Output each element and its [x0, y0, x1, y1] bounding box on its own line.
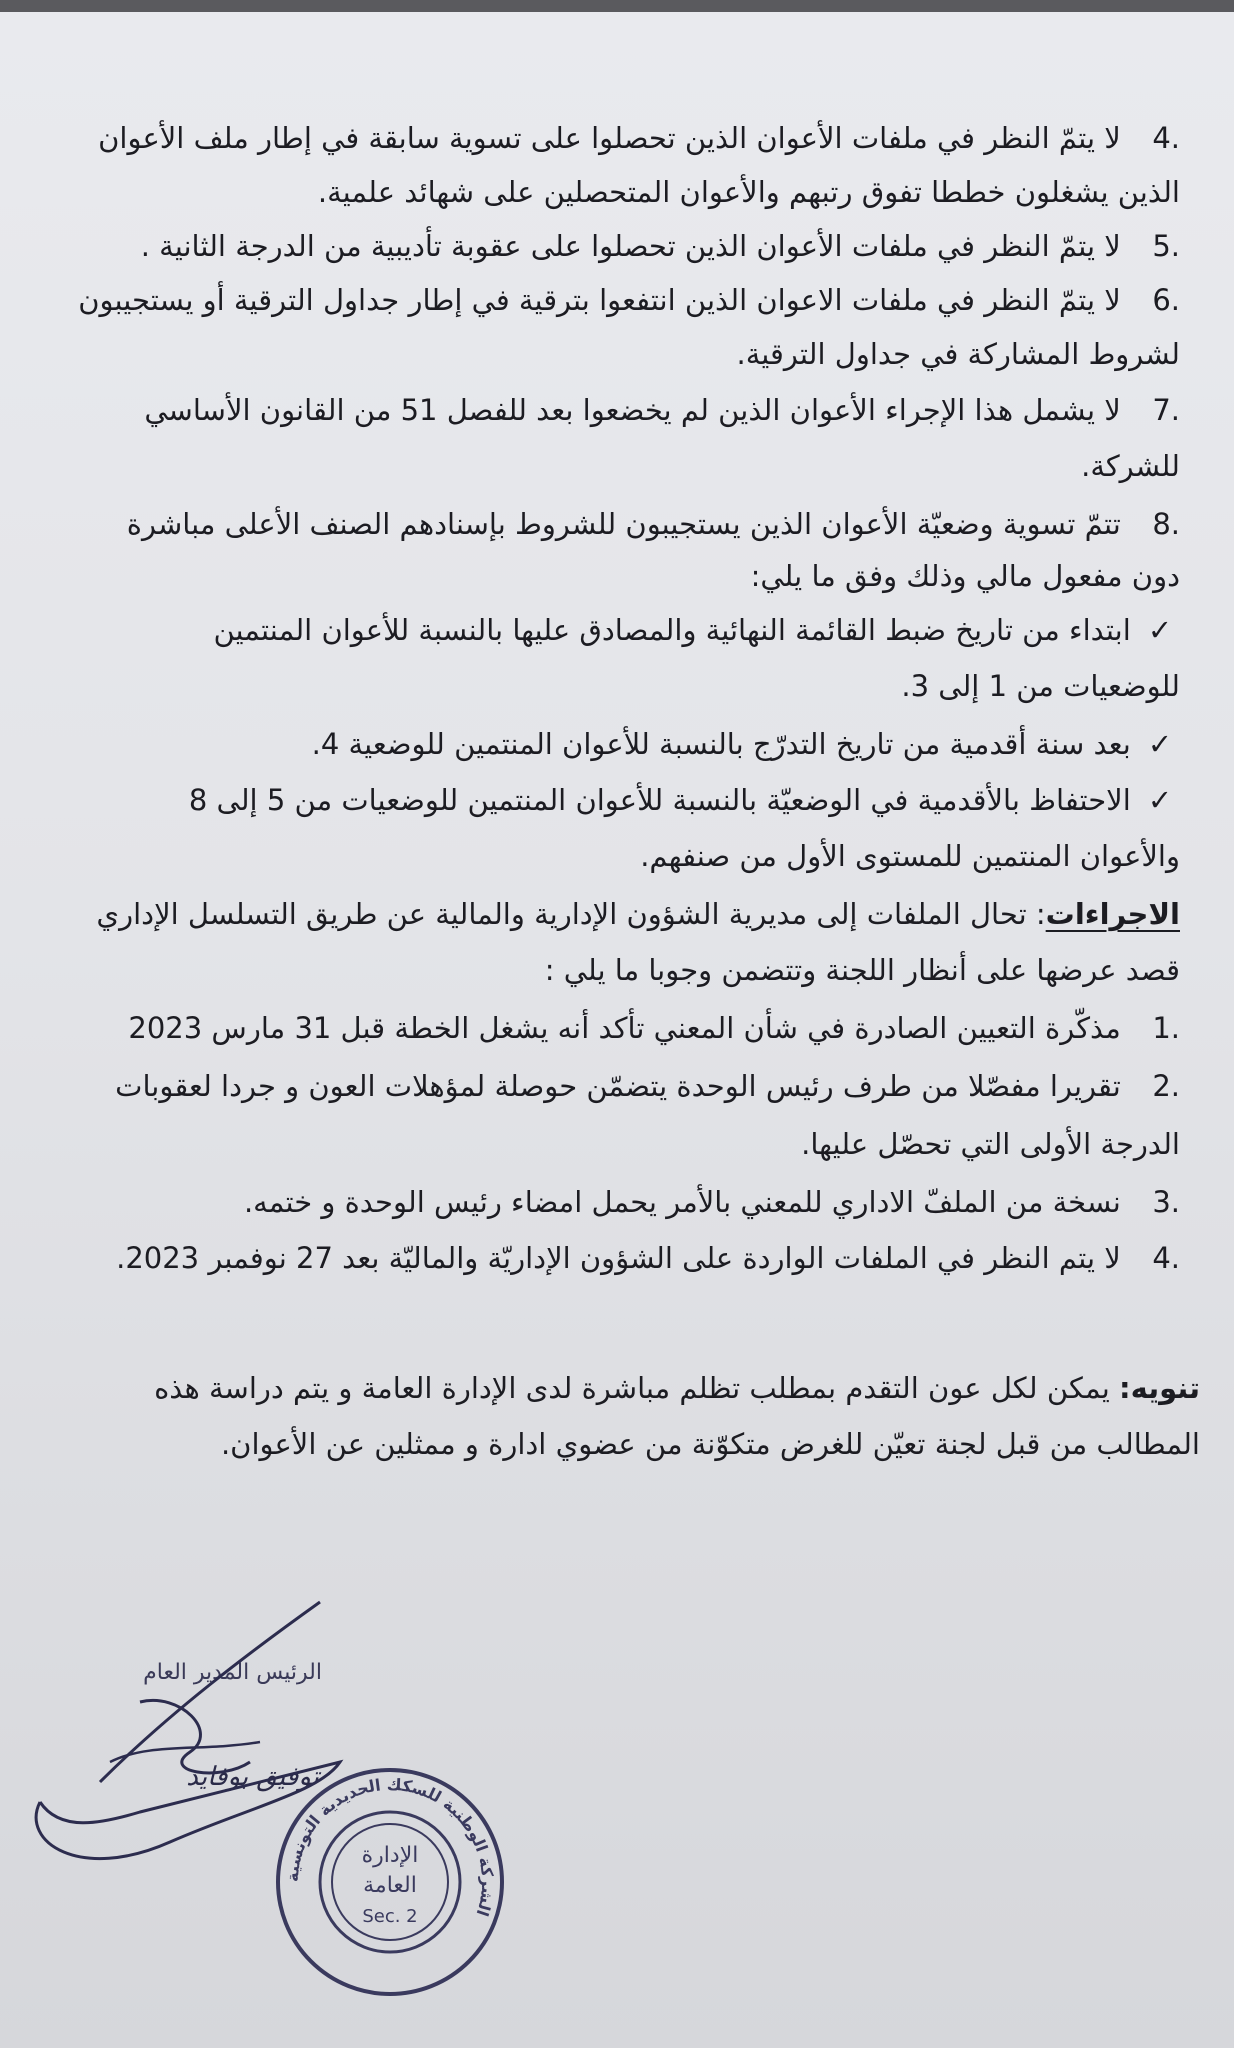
check-mark-icon: ✓	[1147, 727, 1173, 761]
signature-title: الرئيس المدير العام	[143, 1660, 322, 1685]
procedure-item-2-line-2: الدرجة الأولى التي تحصّل عليها.	[801, 1127, 1180, 1161]
condition-7-line-1: .7 لا يشمل هذا الإجراء الأعوان الذين لم يخضعوا بعد للفصل 51 من القانون الأساسي	[144, 393, 1180, 427]
procedure-item-4: .4 لا يتم النظر في الملفات الواردة على الشؤون الإداريّة والماليّة بعد 27 نوفمبر 2023.	[116, 1241, 1180, 1275]
check-item-3-line-2: والأعوان المنتمين للمستوى الأول من صنفهم.	[640, 839, 1180, 873]
procedure-item-2-line-1: .2 تقريرا مفصّلا من طرف رئيس الوحدة يتضمّن حوصلة لمؤهلات العون و جردا لعقوبات	[115, 1069, 1180, 1103]
official-stamp	[270, 1762, 510, 2002]
stamp-ring-text: الشركة الوطنية للسكك الحديدية التونسية	[282, 1774, 498, 1919]
procedures-intro-cont: قصد عرضها على أنظار اللجنة وتتضمن وجوبا ما يلي :	[544, 953, 1180, 987]
check-mark-icon: ✓	[1147, 783, 1173, 817]
note-line-1: تنويه: يمكن لكل عون التقدم بمطلب تظلم مباشرة لدى الإدارة العامة و يتم دراسة هذه	[154, 1371, 1200, 1405]
check-item-3-line-1: ✓ الاحتفاظ بالأقدمية في الوضعيّة بالنسبة للأعوان المنتمين للوضعيات من 5 إلى 8	[50, 778, 1180, 822]
condition-5-line-1: .5 لا يتمّ النظر في ملفات الأعوان الذين تحصلوا على عقوبة تأديبية من الدرجة الثانية .	[140, 229, 1180, 263]
stamp-center-line-1: الإدارة	[361, 1843, 419, 1868]
note-label: تنويه:	[1119, 1371, 1200, 1405]
condition-6-line-2: لشروط المشاركة في جداول الترقية.	[736, 337, 1180, 371]
check-mark-icon: ✓	[1147, 613, 1173, 647]
stamp-center-line-2: العامة	[363, 1873, 417, 1898]
condition-4-line-1: .4 لا يتمّ النظر في ملفات الأعوان الذين تحصلوا على تسوية سابقة في إطار ملف الأعوان	[50, 116, 1180, 160]
top-edge-shadow	[0, 0, 1234, 12]
signature-name: توفيق بوفايد	[186, 1762, 319, 1792]
check-item-1-line-1: ✓ ابتداء من تاريخ ضبط القائمة النهائية والمصادق عليها بالنسبة للأعوان المنتمين	[50, 608, 1180, 652]
condition-4-line-2: الذين يشغلون خططا تفوق رتبهم والأعوان المتحصلين على شهائد علمية.	[317, 175, 1180, 209]
condition-7-line-2: للشركة.	[1081, 449, 1180, 483]
check-item-1-line-2: للوضعيات من 1 إلى 3.	[901, 669, 1180, 703]
procedure-item-1: .1 مذكّرة التعيين الصادرة في شأن المعني تأكد أنه يشغل الخطة قبل 31 مارس 2023	[128, 1011, 1180, 1045]
check-item-2-line-1: ✓ بعد سنة أقدمية من تاريخ التدرّج بالنسبة للأعوان المنتمين للوضعية 4.	[50, 722, 1180, 766]
note-line-2: المطالب من قبل لجنة تعيّن للغرض متكوّنة من عضوي ادارة و ممثلين عن الأعوان.	[220, 1427, 1200, 1461]
procedures-intro: الاجراءات: تحال الملفات إلى مديرية الشؤون الإدارية والمالية عن طريق التسلسل الإداري	[96, 897, 1180, 931]
stamp-code: Sec. 2	[362, 1906, 418, 1927]
procedures-heading: الاجراءات	[1045, 897, 1180, 931]
condition-8-line-2: دون مفعول مالي وذلك وفق ما يلي:	[750, 559, 1180, 593]
condition-number: .4	[1152, 121, 1180, 155]
procedure-item-3: .3 نسخة من الملفّ الاداري للمعني بالأمر يحمل امضاء رئيس الوحدة و ختمه.	[243, 1185, 1180, 1219]
document-page	[0, 12, 1234, 2048]
condition-8-line-1: .8 تتمّ تسوية وضعيّة الأعوان الذين يستجيبون للشروط بإسنادهم الصنف الأعلى مباشرة	[126, 507, 1180, 541]
condition-6-line-1: .6 لا يتمّ النظر في ملفات الاعوان الذين انتفعوا بترقية في إطار جداول الترقية أو يستجيبون	[78, 283, 1180, 317]
